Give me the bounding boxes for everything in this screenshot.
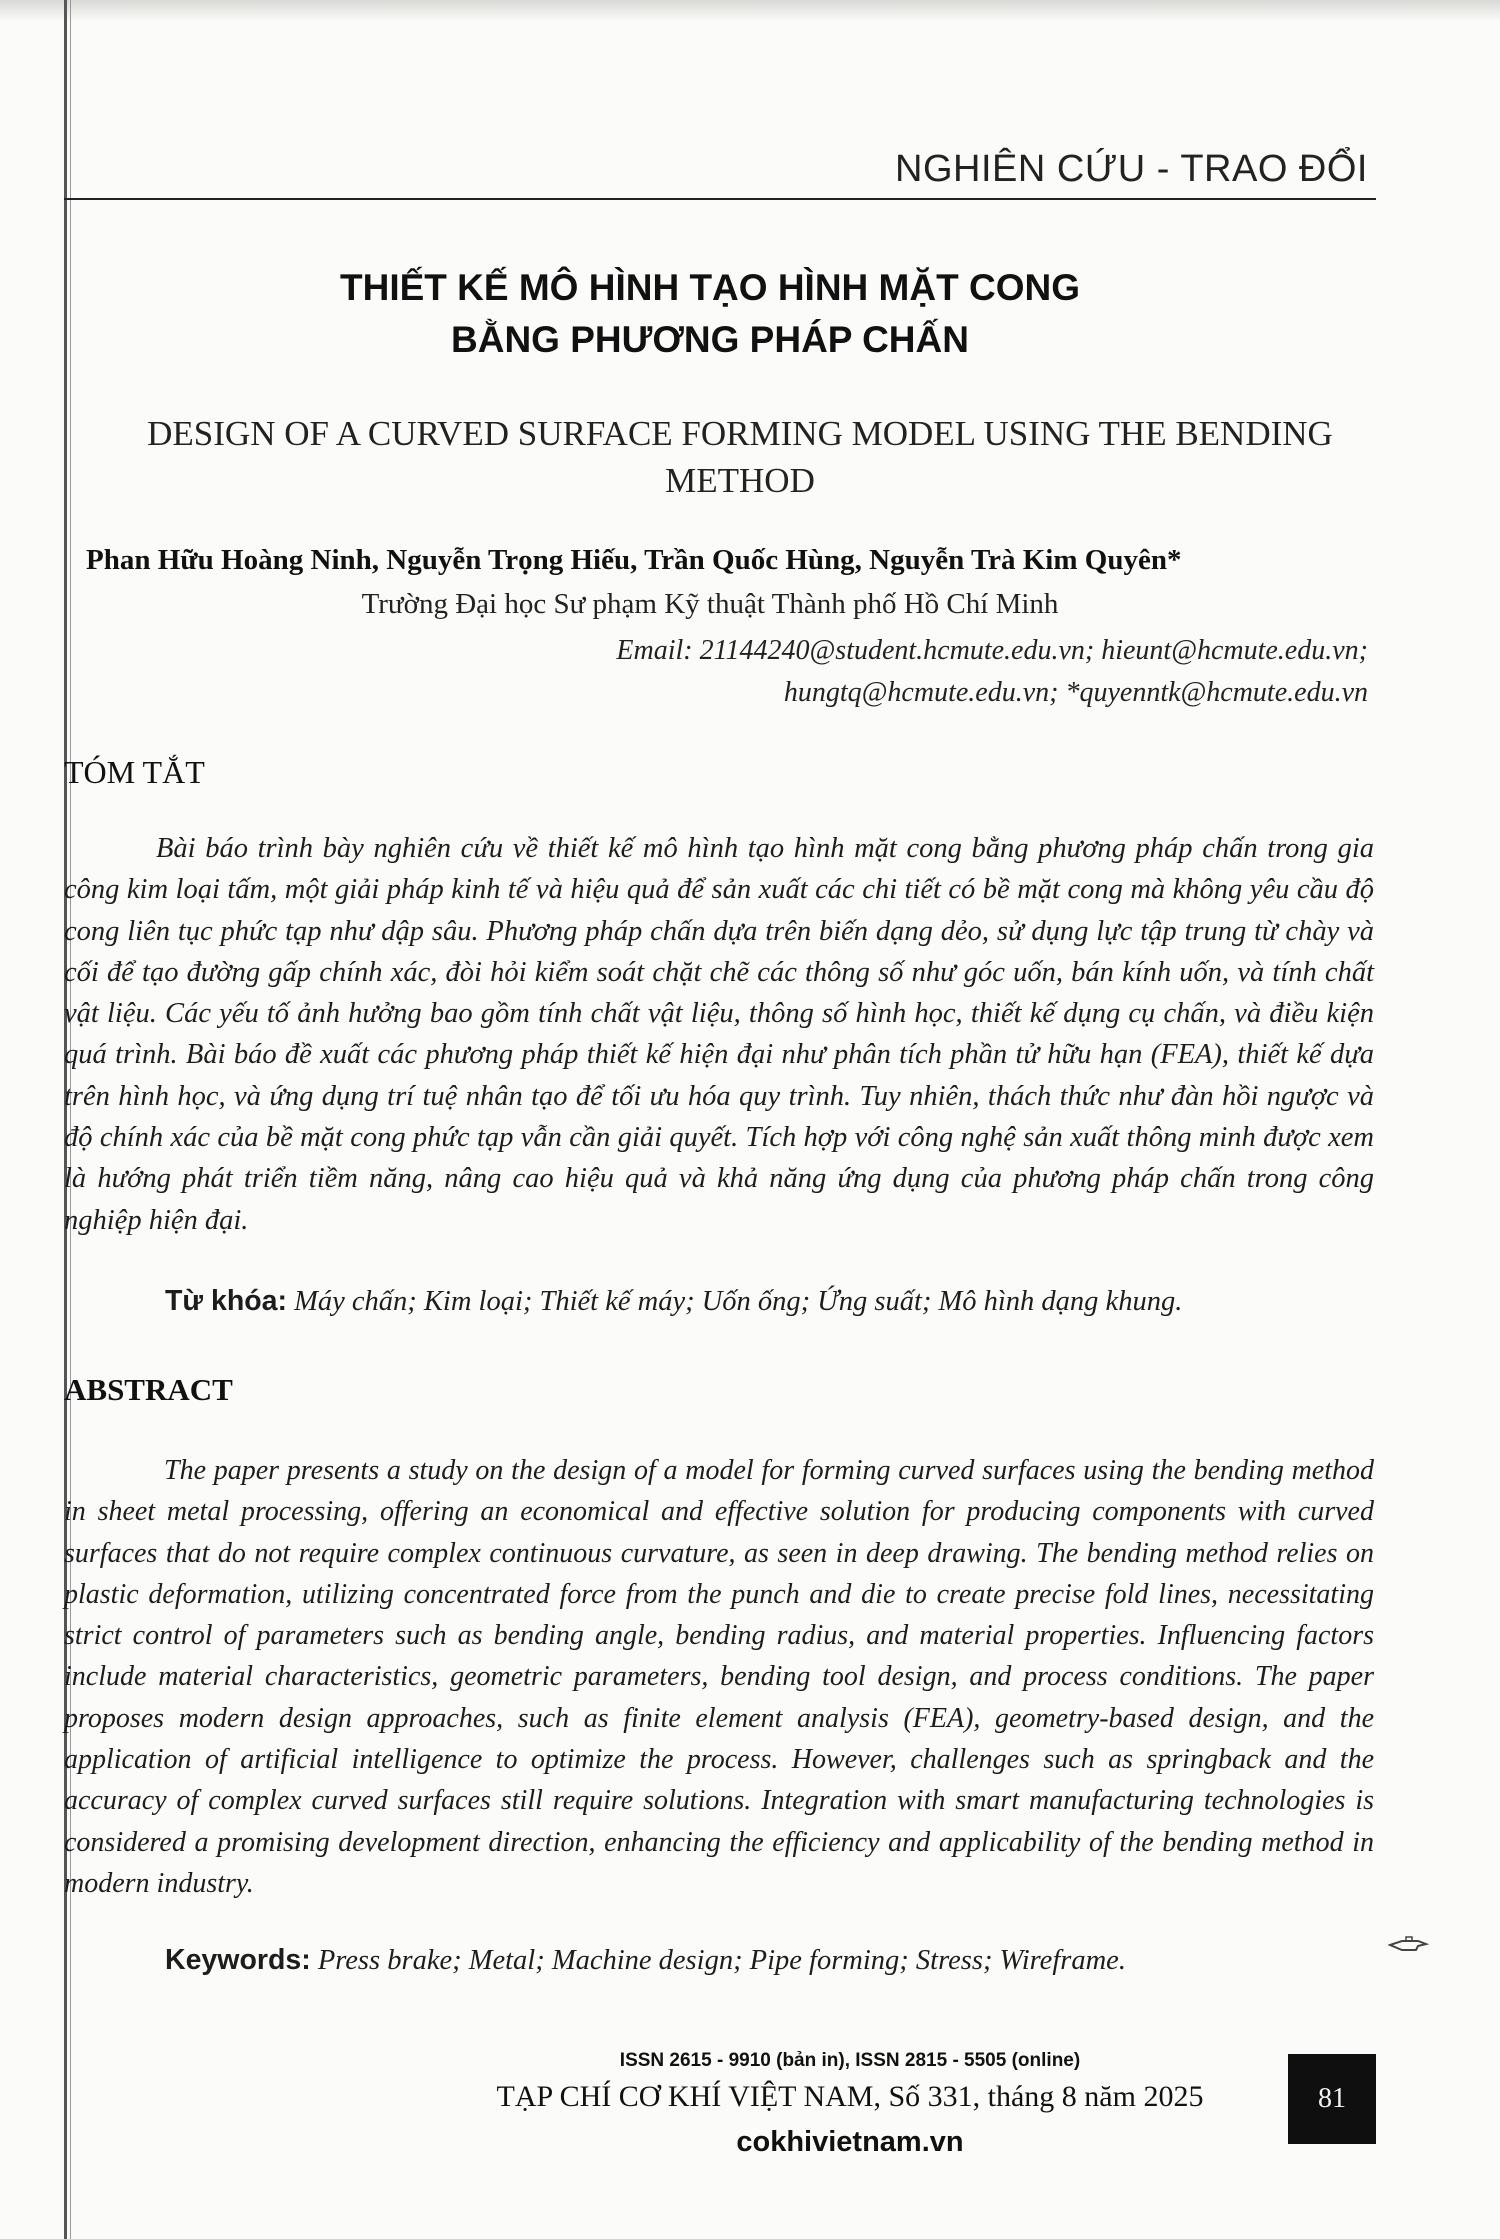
title-vi-line: THIẾT KẾ MÔ HÌNH TẠO HÌNH MẶT CONG	[340, 267, 1080, 308]
keywords-list-en: Press brake; Metal; Machine design; Pipe forming; Stress; Wireframe.	[317, 1945, 1126, 1976]
keywords-list-vi: Máy chấn; Kim loại; Thiết kế máy; Uốn ống; Ứng suất; Mô hình dạng khung.	[294, 1286, 1183, 1317]
email-block	[268, 630, 1368, 714]
abstract-body: The paper presents a study on the design of a model for forming curved surfaces using the bending method in sheet metal processing, offering an economical and effective solution for producing components with curved surfaces that do not require complex continuous curvature, as seen in deep drawing. The bending method relies on plastic deformation, utilizing concentrated force from the punch and die to create precise fold lines, necessitating strict control of parameters such as bending angle, bending radius, and material properties. Influencing factors include material characteristics, geometric parameters, bending tool design, and process conditions. The paper proposes modern design approaches, such as finite element analysis (FEA), geometry-based design, and the application of artificial intelligence to optimize the process. However, challenges such as springback and the accuracy of complex curved surfaces still require solutions. Integration with smart manufacturing technologies is considered a promising development direction, enhancing the efficiency and applicability of the bending method in modern industry.	[64, 1455, 1374, 1899]
tomtat-heading: TÓM TẮT	[64, 754, 205, 790]
article-title-vi	[0, 262, 1420, 366]
journal-line	[420, 2080, 1280, 2114]
title-en-line: METHOD	[665, 461, 815, 500]
abstract-keywords	[165, 1944, 1126, 1977]
article-title-en	[90, 410, 1390, 504]
author-list: Phan Hữu Hoàng Ninh, Nguyễn Trọng Hiếu, Trần Quốc Hùng, Nguyễn Trà Kim Quyên*	[86, 544, 1182, 576]
pointing-hand-icon	[1388, 1935, 1430, 1955]
keywords-label-en: Keywords:	[165, 1944, 311, 1976]
header-divider	[64, 198, 1376, 200]
page-number: 81	[1288, 2054, 1376, 2144]
website: cokhivietnam.vn	[736, 2126, 964, 2158]
email-line: hungtq@hcmute.edu.vn; *quyenntk@hcmute.edu.vn	[783, 677, 1368, 708]
email-line: Email: 21144240@student.hcmute.edu.vn; hieunt@hcmute.edu.vn;	[616, 635, 1368, 666]
tomtat-keywords	[165, 1285, 1182, 1318]
title-en-line: DESIGN OF A CURVED SURFACE FORMING MODEL USING THE BENDING	[147, 414, 1333, 453]
scan-shadow	[0, 0, 1500, 22]
issn-line: ISSN 2615 - 9910 (bản in), ISSN 2815 - 5505 (online)	[619, 2050, 1081, 2071]
journal-name: TẠP CHÍ CƠ KHÍ VIỆT NAM	[496, 2080, 874, 2113]
keywords-label-vi: Từ khóa:	[165, 1285, 287, 1317]
tomtat-body: Bài báo trình bày nghiên cứu về thiết kế mô hình tạo hình mặt cong bằng phương pháp chấn trong gia công kim loại tấm, một giải pháp kinh tế và hiệu quả để sản xuất các chi tiết có bề mặt cong mà không yêu cầu độ cong liên tục phức tạp như dập sâu. Phương pháp chấn dựa trên biến dạng dẻo, sử dụng lực tập trung từ chày và cối để tạo đường gấp chính xác, đòi hỏi kiểm soát chặt chẽ các thông số như góc uốn, bán kính uốn, và tính chất vật liệu. Các yếu tố ảnh hưởng bao gồm tính chất vật liệu, thông số hình học, thiết kế dụng cụ chấn, và điều kiện quá trình. Bài báo đề xuất các phương pháp thiết kế hiện đại như phân tích phần tử hữu hạn (FEA), thiết kế dựa trên hình học, và ứng dụng trí tuệ nhân tạo để tối ưu hóa quy trình. Tuy nhiên, thách thức như đàn hồi ngược và độ chính xác của bề mặt cong phức tạp vẫn cần giải quyết. Tích hợp với công nghệ sản xuất thông minh được xem là hướng phát triển tiềm năng, nâng cao hiệu quả và khả năng ứng dụng của phương pháp chấn trong công nghiệp hiện đại.	[64, 833, 1374, 1236]
section-label: NGHIÊN CỨU - TRAO ĐỔI	[895, 148, 1368, 190]
affiliation: Trường Đại học Sư phạm Kỹ thuật Thành phố Hồ Chí Minh	[361, 588, 1059, 620]
title-vi-line: BẰNG PHƯƠNG PHÁP CHẤN	[451, 319, 969, 360]
abstract-heading: ABSTRACT	[64, 1372, 233, 1407]
journal-issue: , Số 331, tháng 8 năm 2025	[873, 2080, 1204, 2113]
